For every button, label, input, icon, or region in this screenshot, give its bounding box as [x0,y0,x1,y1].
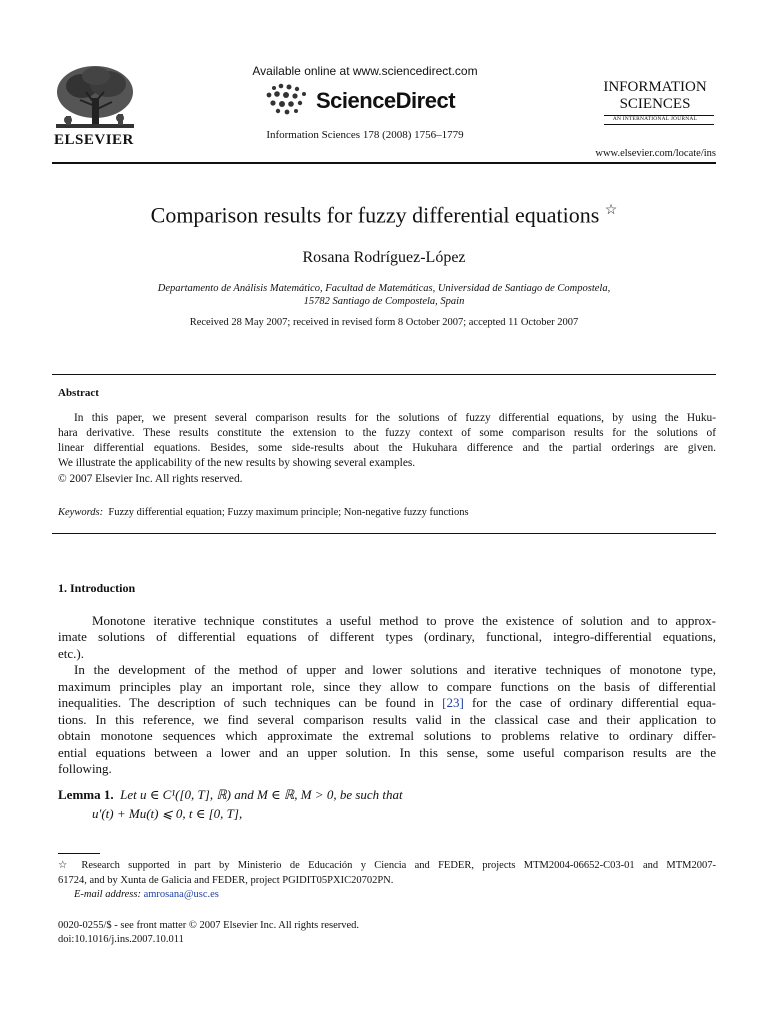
doi-link[interactable]: doi:10.1016/j.ins.2007.10.011 [58,934,184,945]
footnote-rule [58,853,100,854]
paragraph-line: etc.). [58,646,84,661]
keywords-list: Fuzzy differential equation; Fuzzy maximum principle; Non-negative fuzzy functions [108,507,469,518]
paragraph-line: ential equations between a lower and an upper solution. In this sense, some useful comparison results are the [58,745,716,760]
paragraph-line [58,695,716,711]
paragraph-line: obtain monotone sequences which approximate the extremal solutions to problems relative to ordinary differ- [58,728,716,743]
section-heading: 1. Introduction [58,581,136,595]
abstract-line: linear differential equations. Besides, some side-results about the Hukuhara difference and the partial orderings are given. [58,442,716,454]
header-divider [52,162,716,164]
email-link[interactable]: amrosana@usc.es [143,889,219,900]
journal-title-line1: INFORMATION [603,79,707,95]
issn-line: 0020-0255/$ - see front matter © 2007 Elsevier Inc. All rights reserved. [58,920,360,931]
journal-title-line2: SCIENCES [619,96,691,112]
paper-title [52,202,716,228]
paragraph-line: imate solutions of differential equations of different types (ordinary, functional, integro-differential equations, [58,629,716,644]
title-footnote-mark[interactable]: ☆ [604,203,618,218]
abstract-line: In this paper, we present several comparison results for the solutions of fuzzy differential equations, by using the Huku- [74,412,716,424]
keywords-label: Keywords: [58,507,104,518]
abstract-bottom-rule [52,533,716,534]
journal-subtitle-rule [604,124,714,125]
lemma-statement [58,787,403,803]
received-dates: Received 28 May 2007; received in revised form 8 October 2007; accepted 11 October 2007 [189,317,579,328]
journal-subtitle: AN INTERNATIONAL JOURNAL [612,116,698,122]
abstract-heading: Abstract [58,387,99,399]
publisher-name: ELSEVIER [54,132,134,148]
text-span: inequalities. The description of such techniques can be found in [58,695,443,710]
keywords [58,507,469,518]
paragraph-line: following. [58,761,112,776]
footnote-line: 61724, and by Xunta de Galicia and FEDER, project PGIDIT05PXIC20702PN. [58,875,394,886]
lemma-label: Lemma 1. [58,787,114,802]
available-online-text[interactable]: Available online at www.sciencedirect.com [252,64,478,78]
abstract-top-rule [52,374,716,375]
journal-citation: Information Sciences 178 (2008) 1756–1779 [266,129,464,141]
sciencedirect-wordmark[interactable]: ScienceDirect [316,88,456,113]
journal-url-link[interactable]: www.elsevier.com/locate/ins [595,148,716,159]
author-name[interactable]: Rosana Rodríguez-López [302,249,466,266]
paragraph-line: tions. In this reference, we find several comparison results valid in the classical case and their application to [58,712,716,727]
lemma-text: Let u ∈ C¹([0, T], ℝ) and M ∈ ℝ, M > 0, be such that [120,787,403,802]
paragraph-line: Monotone iterative technique constitutes a useful method to prove the existence of solution and to approx- [92,613,716,628]
email-line [74,889,219,900]
copyright-line: © 2007 Elsevier Inc. All rights reserved. [58,473,243,485]
paper-title-text: Comparison results for fuzzy differential equations [150,202,600,228]
citation-link[interactable]: [23] [442,695,464,710]
paragraph-line: In the development of the method of upper and lower solutions and iterative techniques of monotone type, [74,662,716,677]
formula: u′(t) + Mu(t) ⩽ 0, t ∈ [0, T], [92,806,243,821]
text-span: for the case of ordinary differential equa- [463,695,716,710]
footnote-line: ☆ Research supported in part by Ministerio de Educación y Ciencia and FEDER, projects MTM2004-06652-C03-01 and MTM2007- [58,860,716,871]
abstract-line: hara derivative. These results constitute the extension to the fuzzy context of some comparison results for the solutions of [58,427,716,439]
affiliation-line2: 15782 Santiago de Compostela, Spain [303,296,465,307]
email-label: E-mail address: [74,889,141,900]
abstract-line: We illustrate the applicability of the new results by showing several examples. [58,457,416,469]
affiliation-line1: Departamento de Análisis Matemático, Facultad de Matemáticas, Universidad de Santiago de Compostela, [157,283,611,294]
paragraph-line: maximum principles play an important role, since they allow to compare functions on the basis of differential [58,679,716,694]
